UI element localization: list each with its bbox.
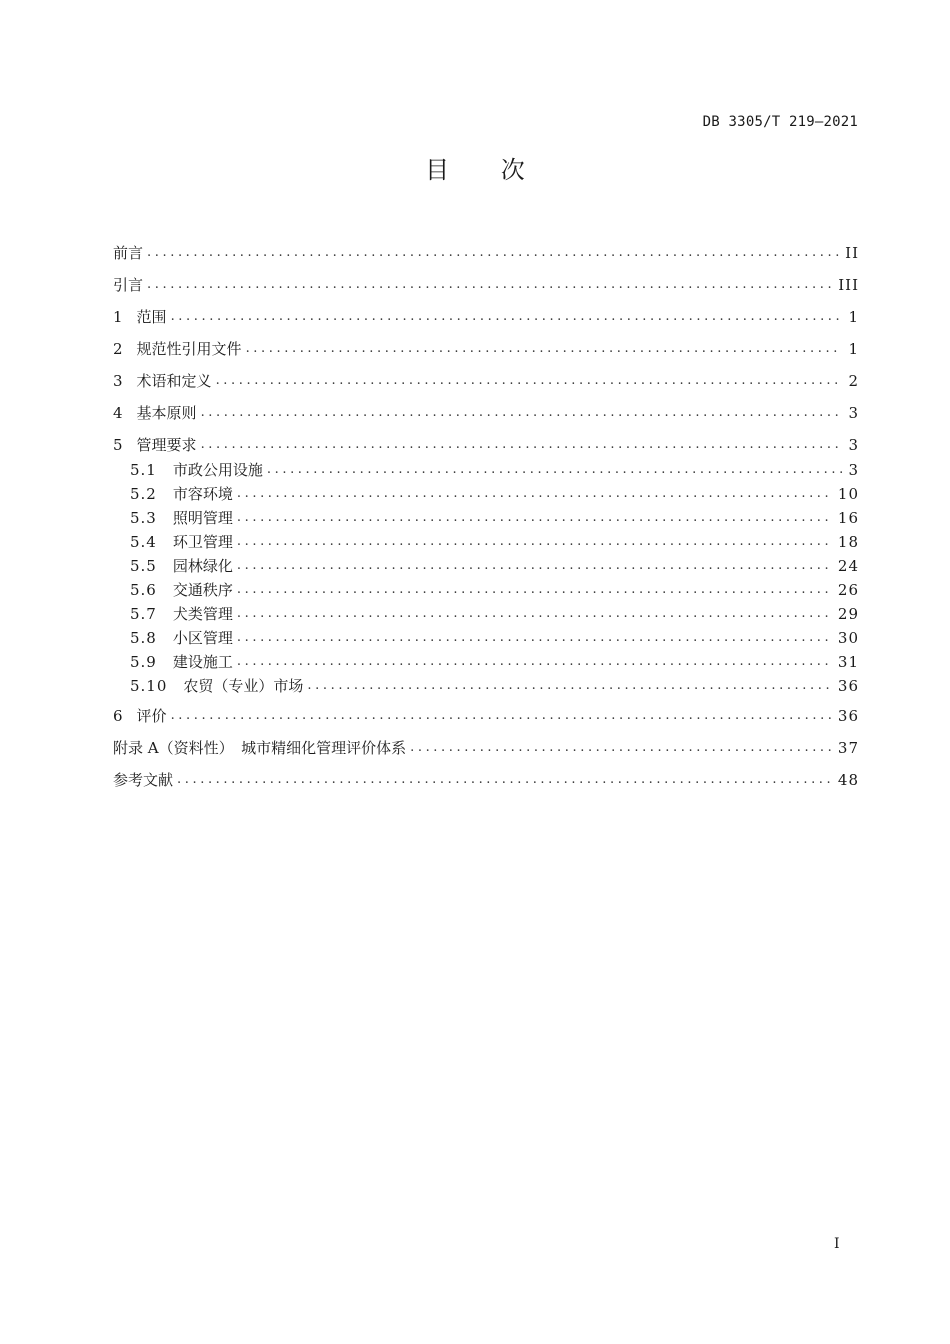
toc-entry[interactable] (113, 458, 859, 480)
toc-entry-number: 1 (113, 308, 123, 326)
toc-entry-label: 前言 (113, 244, 144, 262)
toc-entry-page: 37 (837, 739, 859, 757)
toc-entry-page: II (845, 244, 859, 262)
toc-entry-number: 5.6 (130, 581, 157, 599)
toc-entry-page: 1 (848, 308, 859, 326)
toc-entry-label: 基本原则 (136, 404, 197, 422)
toc-dot-leader (237, 508, 832, 528)
toc-dot-leader (237, 556, 832, 576)
toc-entry-number: 4 (113, 404, 123, 422)
toc-entry-label: 交通秩序 (172, 581, 233, 599)
toc-entry-page: 16 (837, 509, 859, 527)
toc-dot-leader (267, 460, 843, 480)
toc-dot-leader (147, 275, 832, 295)
toc-dot-leader (237, 532, 832, 552)
toc-dot-leader (410, 738, 832, 758)
toc-entry[interactable] (113, 401, 859, 423)
toc-entry[interactable] (113, 506, 859, 528)
toc-dot-leader (171, 706, 832, 726)
toc-entry-label: 规范性引用文件 (136, 340, 242, 358)
toc-entry-label: 管理要求 (136, 436, 197, 454)
toc-entry[interactable] (113, 768, 859, 790)
toc-entry-number: 5.3 (130, 509, 157, 527)
page-title: 目 次 (425, 156, 547, 184)
toc-entry-label: 术语和定义 (136, 372, 212, 390)
toc-entry-label: 附录 A（资料性） 城市精细化管理评价体系 (113, 739, 407, 757)
document-code: DB 3305/T 219—2021 (702, 114, 858, 130)
toc-entry-label: 园林绿化 (172, 557, 233, 575)
toc-entry-number: 3 (113, 372, 123, 390)
toc-entry-label: 建设施工 (172, 653, 233, 671)
toc-entry-label: 照明管理 (172, 509, 233, 527)
toc-entry-page: 3 (848, 461, 859, 479)
toc-entry-label: 市容环境 (172, 485, 233, 503)
toc-dot-leader (171, 307, 843, 327)
toc-entry-number: 6 (113, 707, 123, 725)
toc-entry-page: 36 (837, 677, 859, 695)
toc-entry[interactable] (113, 337, 859, 359)
toc-entry-page: 29 (837, 605, 859, 623)
toc-entry-number: 5.2 (130, 485, 157, 503)
toc-entry-number: 5.4 (130, 533, 157, 551)
toc-entry[interactable] (113, 650, 859, 672)
toc-dot-leader (216, 371, 843, 391)
toc-entry-label: 犬类管理 (172, 605, 233, 623)
toc-entry[interactable] (113, 602, 859, 624)
toc-dot-leader (201, 435, 843, 455)
toc-entry-number: 5.5 (130, 557, 157, 575)
toc-entry[interactable] (113, 736, 859, 758)
toc-entry-page: 10 (837, 485, 859, 503)
toc-dot-leader (307, 676, 831, 696)
toc-entry[interactable] (113, 530, 859, 552)
toc-entry-page: 1 (848, 340, 859, 358)
toc-entry-page: 48 (837, 771, 859, 789)
toc-entry-page: 2 (848, 372, 859, 390)
toc-entry-page: 26 (837, 581, 859, 599)
toc-entry-label: 评价 (136, 707, 167, 725)
toc-entry-label: 农贸（专业）市场 (183, 677, 304, 695)
toc-entry-label: 环卫管理 (172, 533, 233, 551)
toc-entry-number: 5.9 (130, 653, 157, 671)
toc-entry-number: 5.8 (130, 629, 157, 647)
toc-entry[interactable] (113, 241, 859, 263)
toc-dot-leader (237, 628, 832, 648)
toc-entry[interactable] (113, 704, 859, 726)
toc-entry-label: 引言 (113, 276, 144, 294)
toc-dot-leader (237, 604, 832, 624)
toc-entry[interactable] (113, 626, 859, 648)
toc-entry-page: 18 (837, 533, 859, 551)
toc-entry-page: 30 (837, 629, 859, 647)
toc-entry-number: 5.1 (130, 461, 157, 479)
toc-entry-page: 3 (848, 404, 859, 422)
toc-entry-page: 3 (848, 436, 859, 454)
toc-entry-label: 小区管理 (172, 629, 233, 647)
toc-entry-label: 市政公用设施 (172, 461, 263, 479)
toc-entry[interactable] (113, 674, 859, 696)
toc-dot-leader (147, 243, 839, 263)
toc-entry-number: 5 (113, 436, 123, 454)
toc-dot-leader (177, 770, 832, 790)
toc-entry-label: 范围 (136, 308, 167, 326)
toc-entry[interactable] (113, 482, 859, 504)
toc-dot-leader (246, 339, 843, 359)
toc-dot-leader (237, 652, 832, 672)
toc-entry[interactable] (113, 273, 859, 295)
toc-entry-label: 参考文献 (113, 771, 174, 789)
toc-entry-page: 36 (837, 707, 859, 725)
toc-entry-page: 31 (837, 653, 859, 671)
toc-entry[interactable] (113, 578, 859, 600)
toc-entry-number: 2 (113, 340, 123, 358)
page-number: I (834, 1236, 840, 1252)
toc-dot-leader (237, 484, 832, 504)
toc-entry[interactable] (113, 554, 859, 576)
toc-entry[interactable] (113, 433, 859, 455)
toc-dot-leader (201, 403, 843, 423)
toc-entry[interactable] (113, 305, 859, 327)
toc-entry-number: 5.10 (130, 677, 168, 695)
toc-dot-leader (237, 580, 832, 600)
toc-entry-number: 5.7 (130, 605, 157, 623)
toc-entry-page: III (838, 276, 859, 294)
toc-entry[interactable] (113, 369, 859, 391)
toc-entry-page: 24 (837, 557, 859, 575)
